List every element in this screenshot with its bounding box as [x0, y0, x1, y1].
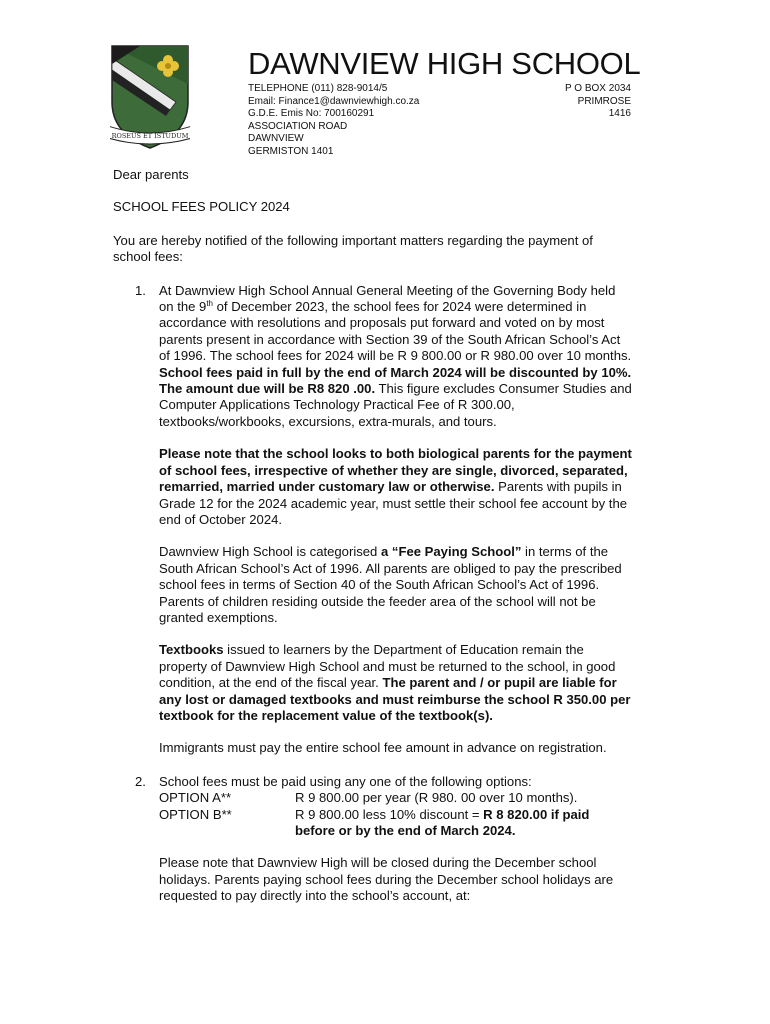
list-item-1: [113, 283, 633, 757]
po-box-line: P O BOX 2034: [565, 83, 631, 94]
list-item-2: [113, 774, 633, 905]
greeting: Dear parents: [113, 167, 189, 182]
textbooks-paragraph: Textbooks issued to learners by the Department of Education remain the property of Dawnview High School and must be returned to the school, in good condition, at the end of the fiscal year. The parent and / or pupil are liable for any lost or damaged textbooks and must reimburse the school R 350.00 per textbook for the replacement value of the textbook(s).: [159, 642, 631, 723]
city-line: GERMISTON 1401: [248, 145, 334, 157]
school-name: DAWNVIEW HIGH SCHOOL: [248, 46, 641, 81]
item-number: 1.: [135, 282, 146, 298]
parents-liability-paragraph: Please note that the school looks to both biological parents for the payment of school fees, irrespective of whether they are single, divorced, separated, remarried, married under customary law or otherwise. Parents with pupils in Grade 12 for the 2024 academic year, must settle their school fee account by the end of October 2024.: [159, 446, 632, 527]
option-a-label: OPTION A**: [159, 790, 232, 806]
school-crest-logo: [110, 44, 190, 150]
telephone-line: TELEPHONE (011) 828-9014/5: [248, 83, 388, 94]
postal-town-line: PRIMROSE: [577, 95, 631, 107]
item-number: 2.: [135, 773, 146, 789]
suburb-line: DAWNVIEW: [248, 133, 304, 145]
crest-motto: ROSEUS ET ISTUDUM: [111, 132, 189, 140]
postal-code-line: 1416: [608, 108, 631, 120]
letter-body: [113, 167, 633, 921]
emis-line: G.D.E. Emis No: 700160291: [248, 108, 375, 120]
email-line[interactable]: Email: Finance1@dawnviewhigh.co.za: [248, 95, 420, 107]
street-line: ASSOCIATION ROAD: [248, 120, 348, 132]
fee-paying-school-paragraph: Dawnview High School is categorised a “Fee Paying School” in terms of the South African School’s Act of 1996. All parents are obliged to pay the prescribed school fees in terms of Section 40 of the South African School’s Act of 1996. Parents of children residing outside the feeder area of the school will not be granted exemptions.: [159, 544, 622, 625]
policy-title: SCHOOL FEES POLICY 2024: [113, 199, 290, 215]
fees-determined-paragraph: At Dawnview High School Annual General Meeting of the Governing Body held on the 9th of December 2023, the school fees for 2024 were determined in accordance with resolutions and proposals put forward and voted on by most parents present in accordance with Section 39 of the South African School’s Act of 1996. The school fees for 2024 will be R 9 800.00 or R 980.00 over 10 months. School fees paid in full by the end of March 2024 will be discounted by 10%. The amount due will be R8 820 .00. This figure excludes Consumer Studies and Computer Applications Technology Practical Fee of R 300.00, textbooks/workbooks, excursions, extra-murals, and tours.: [159, 282, 632, 429]
option-a-value: R 9 800.00 per year (R 980. 00 over 10 months).: [295, 790, 578, 806]
payment-options-intro: School fees must be paid using any one of the following options:: [159, 773, 532, 789]
december-closure-paragraph: Please note that Dawnview High will be closed during the December school holidays. Parents paying school fees during the December school holidays are requested to pay directly into the school’s account, at:: [159, 855, 614, 904]
option-b-label: OPTION B**: [159, 806, 232, 822]
contact-block: [248, 83, 419, 159]
option-a-row: [159, 790, 633, 806]
immigrants-paragraph: Immigrants must pay the entire school fee amount in advance on registration.: [159, 740, 607, 756]
option-b-row: [159, 807, 633, 840]
option-b-value: R 9 800.00 less 10% discount = R 8 820.00 if paid before or by the end of March 2024.: [295, 806, 590, 838]
intro-paragraph: You are hereby notified of the following important matters regarding the payment of school fees:: [113, 232, 593, 265]
postal-address-block: [565, 83, 631, 121]
